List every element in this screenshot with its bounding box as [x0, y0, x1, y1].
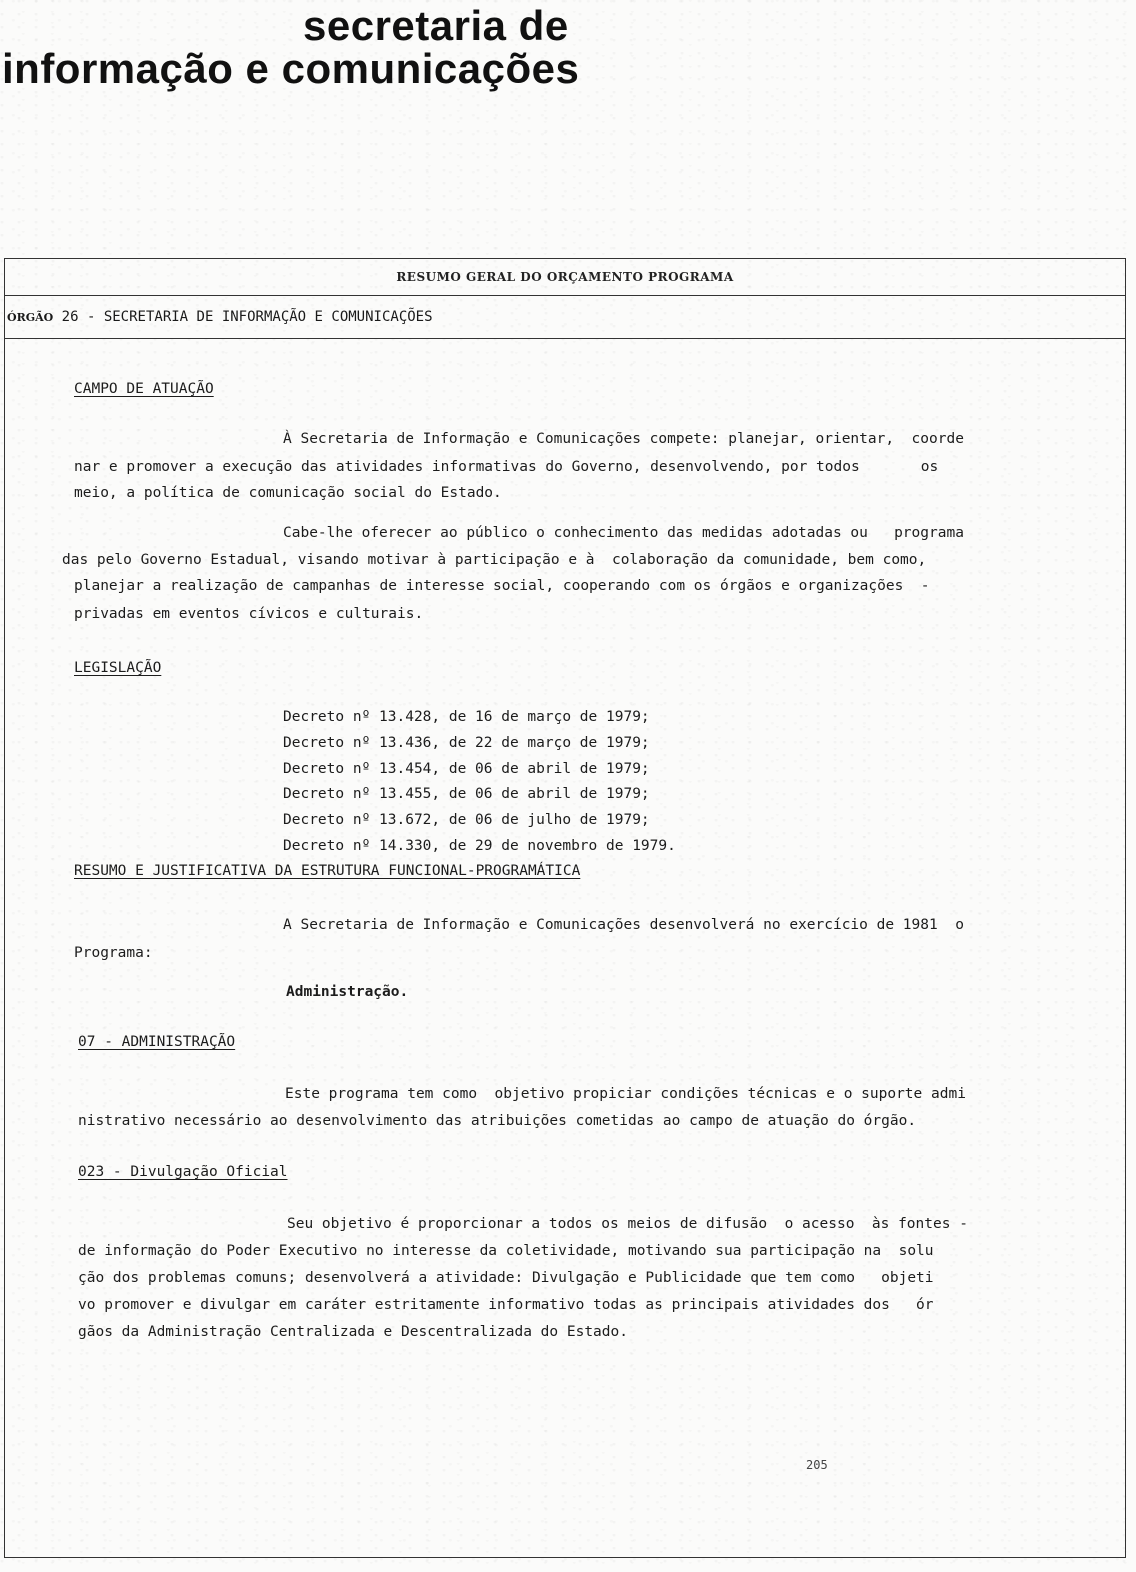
budget-summary-frame — [4, 258, 1126, 1558]
decree-item: Decreto nº 13.428, de 16 de março de 1979; — [283, 709, 650, 725]
resumo-line2: Programa: — [74, 945, 153, 961]
divulgacao-heading: 023 - Divulgação Oficial — [78, 1164, 288, 1180]
div-p-line1: Seu objetivo é proporcionar a todos os meios de difusão o acesso às fontes - — [287, 1216, 968, 1232]
div-p-line2: de informação do Poder Executivo no interesse da coletividade, motivando sua participação na solu — [78, 1243, 934, 1259]
organ-row — [5, 295, 1125, 339]
resumo-heading: RESUMO E JUSTIFICATIVA DA ESTRUTURA FUNCIONAL-PROGRAMÁTICA — [74, 863, 581, 879]
campo-p2-line3: planejar a realização de campanhas de interesse social, cooperando com os órgãos e organizações - — [74, 578, 930, 594]
secretariat-title-line2: informação e comunicações — [2, 45, 580, 92]
resumo-line1: A Secretaria de Informação e Comunicações desenvolverá no exercício de 1981 o — [283, 917, 964, 933]
div-p-line5: gãos da Administração Centralizada e Descentralizada do Estado. — [78, 1324, 628, 1340]
program-name: Administração. — [286, 984, 409, 1000]
table-title: RESUMO GERAL DO ORÇAMENTO PROGRAMA — [5, 259, 1125, 296]
div-p-line3: ção dos problemas comuns; desenvolverá a atividade: Divulgação e Publicidade que tem como objeti — [78, 1270, 934, 1286]
div-p-line4: vo promover e divulgar em caráter estritamente informativo todas as principais atividades dos ór — [78, 1297, 934, 1313]
decree-item: Decreto nº 13.455, de 06 de abril de 1979; — [283, 786, 650, 802]
campo-p2-line4: privadas em eventos cívicos e culturais. — [74, 606, 424, 622]
secretariat-title-line1: secretaria de — [303, 2, 569, 49]
adm-p-line1: Este programa tem como objetivo propiciar condições técnicas e o suporte admi — [285, 1086, 966, 1102]
campo-p2-line1: Cabe-lhe oferecer ao público o conhecimento das medidas adotadas ou programa — [283, 525, 964, 541]
organ-value: 26 - SECRETARIA DE INFORMAÇÃO E COMUNICAÇÕES — [61, 309, 433, 325]
page-number: 205 — [806, 1458, 828, 1472]
campo-p1-line3: meio, a política de comunicação social do Estado. — [74, 485, 502, 501]
campo-heading: CAMPO DE ATUAÇÃO — [74, 381, 214, 397]
organ-label: ÓRGÃO — [7, 311, 54, 324]
adm-heading: 07 - ADMINISTRAÇÃO — [78, 1034, 236, 1050]
adm-p-line2: nistrativo necessário ao desenvolvimento das atribuições cometidas ao campo de atuação do órgão. — [78, 1113, 917, 1129]
decree-item: Decreto nº 13.454, de 06 de abril de 1979; — [283, 761, 650, 777]
decree-item: Decreto nº 13.672, de 06 de julho de 1979; — [283, 812, 650, 828]
decree-item: Decreto nº 14.330, de 29 de novembro de 1979. — [283, 838, 676, 854]
campo-p2-line2: das pelo Governo Estadual, visando motivar à participação e à colaboração da comunidade, bem como, — [62, 552, 927, 568]
decree-item: Decreto nº 13.436, de 22 de março de 1979; — [283, 735, 650, 751]
legislacao-heading: LEGISLAÇÃO — [74, 660, 162, 676]
campo-p1-line2: nar e promover a execução das atividades informativas do Governo, desenvolvendo, por todos os — [74, 459, 939, 475]
campo-p1-line1: À Secretaria de Informação e Comunicações compete: planejar, orientar, coorde — [283, 431, 964, 447]
